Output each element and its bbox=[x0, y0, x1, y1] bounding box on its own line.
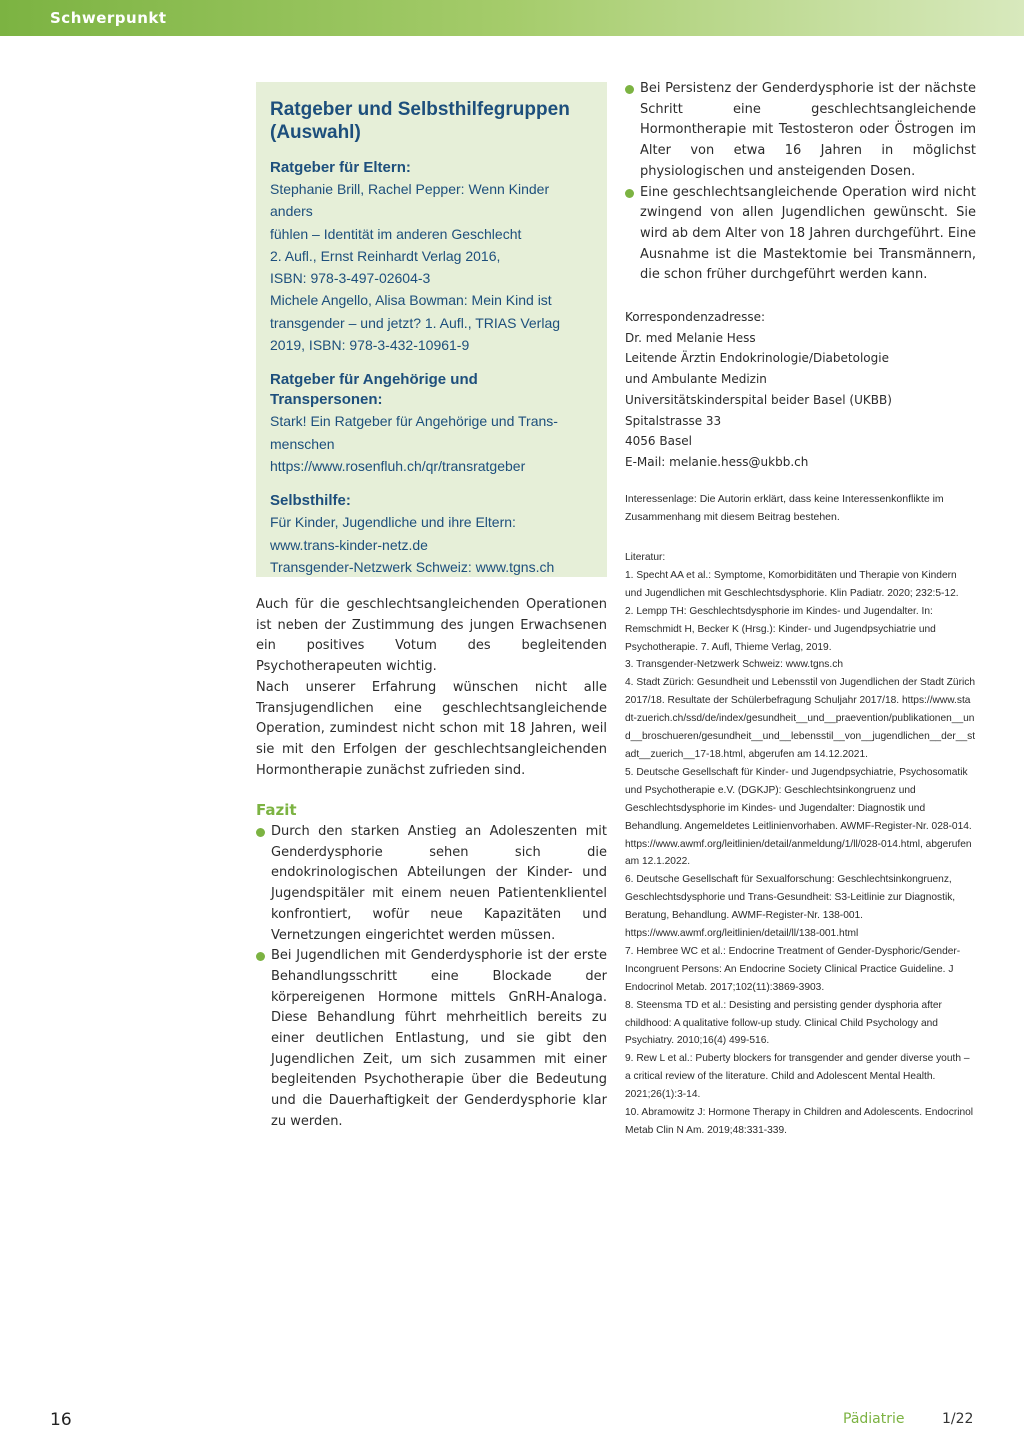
literature-ref: 7. Hembree WC et al.: Endocrine Treatment of Gender-Dysphoric/Gender-Incongruent Persons: An Endocrine Society Clinical Practice Guideline. J Endocrinol Metab. 2017;102(11):3869-3903. bbox=[625, 945, 961, 993]
info-group-selfhelp bbox=[270, 491, 593, 578]
info-line: Stephanie Brill, Rachel Pepper: Wenn Kinder anders bbox=[270, 181, 550, 220]
correspondence-line: und Ambulante Medizin bbox=[625, 372, 767, 387]
literature-ref: 8. Steensma TD et al.: Desisting and persisting gender dysphoria after childhood: A qualitative follow-up study. Clinical Child Psychology and Psychiatry. 2010;16(4) 499-516. bbox=[625, 999, 942, 1047]
literature-ref: 5. Deutsche Gesellschaft für Kinder- und Jugendpsychiatrie, Psychosomatik und Psychotherapie e.V. (DGKJP): Geschlechtsinkongruenz und Geschlechtsdysphorie im Kindes- und Jugendalter: Diagnostik und Behandlung. Angemeldetes Leitlinienvorhaben. AWMF-Register-Nr. 028-014. https://www.awmf.org/leitlinien/detail/anmeldung/1/ll/028-014.html, abgerufen am 12.1.2022. bbox=[625, 766, 972, 868]
section-label: Schwerpunkt bbox=[50, 9, 167, 27]
section-header-bar bbox=[0, 0, 1024, 36]
correspondence-block bbox=[625, 307, 976, 473]
info-group-relatives bbox=[270, 370, 593, 477]
bullet-dot-icon bbox=[625, 85, 634, 94]
interest-statement: Interessenlage: Die Autorin erklärt, dass keine Interessenkonflikte im Zusammenhang mit diesem Beitrag bestehen. bbox=[625, 493, 944, 523]
info-link[interactable]: www.trans-kinder-netz.de bbox=[270, 536, 428, 553]
correspondence-line: Dr. med Melanie Hess bbox=[625, 330, 756, 345]
info-line: fühlen – Identität im anderen Geschlecht bbox=[270, 225, 522, 242]
info-line: ISBN: 978-3-497-02604-3 bbox=[270, 270, 431, 287]
literature-ref: 3. Transgender-Netzwerk Schweiz: www.tgns.ch bbox=[625, 659, 843, 671]
correspondence-email[interactable]: E-Mail: melanie.hess@ukbb.ch bbox=[625, 454, 809, 469]
fazit-bullet-list-left bbox=[256, 822, 607, 1133]
info-line: 2019, ISBN: 978-3-432-10961-9 bbox=[270, 337, 470, 354]
info-line: Transgender-Netzwerk Schweiz: www.tgns.ch bbox=[270, 558, 555, 575]
info-line: Stark! Ein Ratgeber für Angehörige und Trans- bbox=[270, 413, 558, 430]
page-number: 16 bbox=[50, 1410, 72, 1430]
info-link[interactable]: https://www.rosenfluh.ch/qr/transratgeber bbox=[270, 457, 526, 474]
info-line: Für Kinder, Jugendliche und ihre Eltern: bbox=[270, 514, 516, 531]
correspondence-line: Universitätskinderspital beider Basel (UKBB) bbox=[625, 392, 892, 407]
body-paragraph: Nach unserer Erfahrung wünschen nicht alle Transjugendlichen eine geschlechtsangleichende Operation, zumindest nicht schon mit 18 Jahren, weil sie mit den Erfolgen der geschlechtsangleichenden Hormontherapie zunächst zufrieden sind. bbox=[256, 679, 607, 778]
fazit-bullet bbox=[625, 183, 976, 287]
body-paragraph: Auch für die geschlechtsangleichenden Operationen ist neben der Zustimmung des jungen Erwachsenen ein positives Votum des begleitenden Psychotherapeuten wichtig. bbox=[256, 597, 607, 675]
literature-heading: Literatur: bbox=[625, 552, 666, 563]
fazit-heading: Fazit bbox=[256, 801, 297, 819]
info-group-heading: Selbsthilfe: bbox=[270, 492, 351, 510]
correspondence-line: Spitalstrasse 33 bbox=[625, 413, 722, 428]
fazit-bullet bbox=[256, 822, 607, 946]
fazit-bullet bbox=[625, 79, 976, 183]
journal-name: Pädiatrie bbox=[843, 1411, 905, 1427]
info-line: transgender – und jetzt? 1. Aufl., TRIAS Verlag bbox=[270, 314, 561, 331]
info-line: 2. Aufl., Ernst Reinhardt Verlag 2016, bbox=[270, 247, 501, 264]
correspondence-line: 4056 Basel bbox=[625, 434, 692, 449]
fazit-bullet-text: Bei Persistenz der Genderdysphorie ist der nächste Schritt eine geschlechtsangleichende Hormontherapie mit Testosteron oder Östrogen im Alter von etwa 16 Jahren in möglichst physiologischen und ansteigenden Dosen. bbox=[640, 81, 976, 179]
info-group-heading: Ratgeber für Angehörige und Transpersonen: bbox=[270, 371, 478, 409]
body-text bbox=[256, 595, 607, 781]
fazit-bullet-text: Bei Jugendlichen mit Genderdysphorie ist der erste Behandlungsschritt eine Blockade der körpereigenen Hormone mittels GnRH-Analoga. Diese Behandlung führt mehrheitlich bereits zu einer deutlichen Entlastung, und sie gibt den Jugendlichen Zeit, um sich zusammen mit einer begleitenden Psychotherapie über die Bedeutung und die Dauerhaftigkeit der Genderdysphorie klar zu werden. bbox=[271, 948, 607, 1129]
fazit-bullet-text: Eine geschlechtsangleichende Operation wird nicht zwingend von allen Jugendlichen gewünscht. Sie wird ab dem Alter von 18 Jahren durchgeführt. Eine Ausnahme ist die Mastektomie bei Transmännern, die schon früher durchgeführt werden kann. bbox=[640, 184, 976, 283]
fazit-bullet-list-right bbox=[625, 79, 976, 286]
literature-ref: 10. Abramowitz J: Hormone Therapy in Children and Adolescents. Endocrinol Metab Clin N Am. 2019;48:331-339. bbox=[625, 1107, 974, 1136]
info-group-heading: Ratgeber für Eltern: bbox=[270, 159, 411, 176]
info-line: Michele Angello, Alisa Bowman: Mein Kind ist bbox=[270, 292, 552, 309]
info-box-title bbox=[270, 98, 593, 144]
literature-ref: 1. Specht AA et al.: Symptome, Komorbiditäten und Therapie von Kindern und Jugendlichen mit Geschlechtsdysphorie. Klin Padiatr. 2020; 232:5-12. bbox=[625, 569, 959, 599]
literature-block bbox=[625, 549, 976, 1140]
info-group-parents bbox=[270, 158, 593, 356]
info-box-title-line2: (Auswahl) bbox=[270, 122, 361, 143]
bullet-dot-icon bbox=[625, 189, 634, 198]
bullet-dot-icon bbox=[256, 828, 265, 837]
correspondence-heading: Korrespondenzadresse: bbox=[625, 310, 766, 324]
journal-issue: 1/22 bbox=[942, 1411, 974, 1427]
fazit-bullet-text: Durch den starken Anstieg an Adoleszenten mit Genderdysphorie sehen sich die endokrinologischen Abteilungen der Kinder- und Jugendspitäler mit einem neuen Patientenklientel konfrontiert, wofür neue Kapazitäten und Vernetzungen eingerichtet werden müssen. bbox=[271, 824, 607, 943]
literature-ref: 9. Rew L et al.: Puberty blockers for transgender and gender diverse youth – a critical review of the literature. Child and Adolescent Mental Health. 2021;26(1):3-14. bbox=[625, 1053, 970, 1101]
literature-ref: 6. Deutsche Gesellschaft für Sexualforschung: Geschlechtsinkongruenz, Geschlechtsdysphorie und Trans-Gesundheit: S3-Leitlinie zur Diagnostik, Beratung, Behandlung. AWMF-Register-Nr. 138-001. https://www.awmf.org/leitlinien/detail/ll/138-001.html bbox=[625, 874, 956, 940]
correspondence-line: Leitende Ärztin Endokrinologie/Diabetologie bbox=[625, 351, 889, 366]
fazit-bullet bbox=[256, 946, 607, 1132]
info-box-title-line1: Ratgeber und Selbsthilfegruppen bbox=[270, 99, 570, 120]
literature-ref: 4. Stadt Zürich: Gesundheit und Lebensstil von Jugendlichen der Stadt Zürich 2017/18. Resultate der Schülerbefragung Schuljahr 2017/18. https://www.stadt-zuerich.ch/ssd/de/index/gesundheit__und__praevention/publikationen__und__broschueren/gesundheit__und__lebensstil__von__jugendlichen__der__stadt__zuerich__17-18.html, abgerufen am 14.12.2021. bbox=[625, 677, 976, 760]
bullet-dot-icon bbox=[256, 952, 265, 961]
info-line: menschen bbox=[270, 435, 335, 452]
literature-ref: 2. Lempp TH: Geschlechtsdysphorie im Kindes- und Jugendalter. In: Remschmidt H, Becker K (Hrsg.): Kinder- und Jugendpsychiatrie und Psychotherapie. 7. Aufl, Thieme Verlag, 2019. bbox=[625, 605, 936, 653]
info-box bbox=[256, 82, 607, 577]
